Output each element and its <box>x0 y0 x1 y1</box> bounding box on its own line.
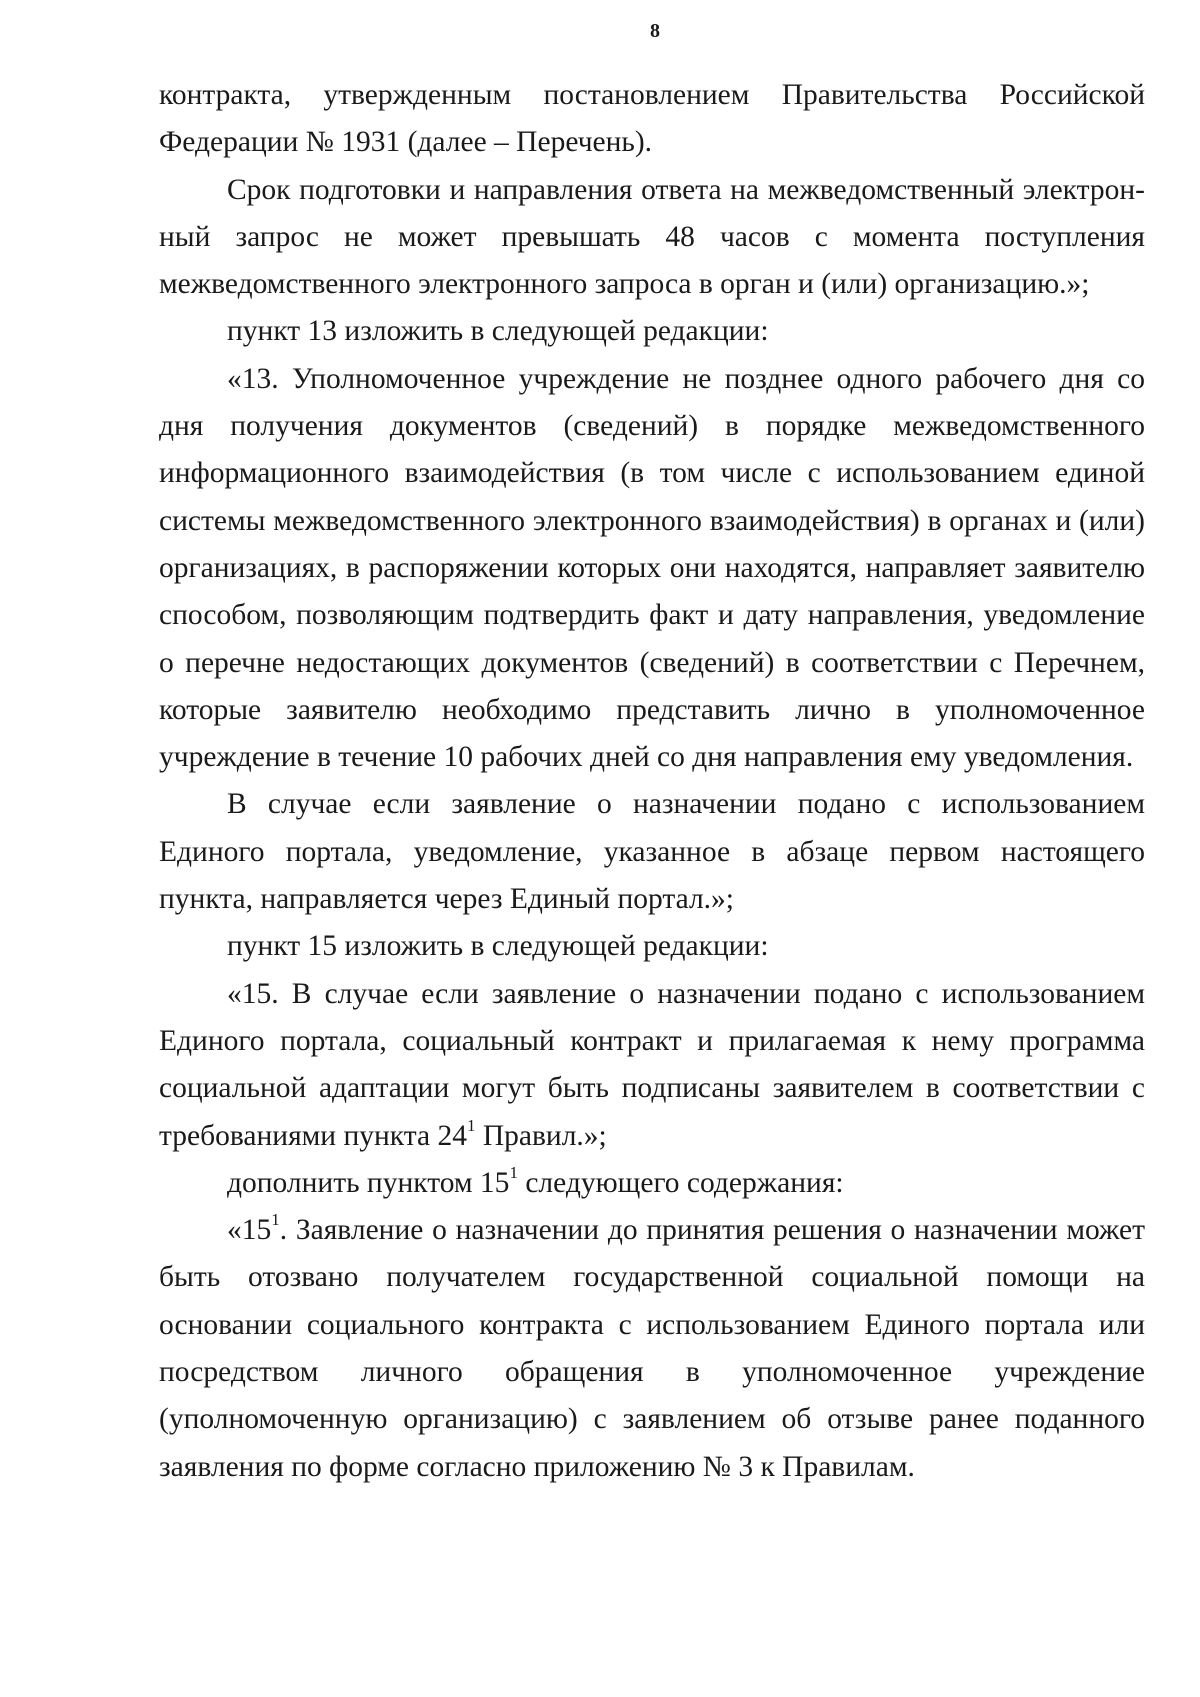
paragraph <box>159 971 1145 1160</box>
paragraph-text: . Заявление о назначении до принятия решения о назначении может быть отозвано получателем государственной социальной помощи на основании социального контракта с использованием Единого портала или посредством личного обращения в уполномоченное учреждение (уполномоченную организацию) с заявлением об отзыве ранее поданного заявления по форме согласно приложению № 3 к Правилам. <box>159 1214 1145 1483</box>
page-number: 8 <box>650 20 660 42</box>
paragraph: пункт 13 изложить в следующей редакции: <box>227 315 769 348</box>
paragraph-text: дополнить пунктом 15 <box>227 1166 510 1199</box>
paragraph <box>159 1160 1145 1207</box>
paragraph <box>159 1207 1145 1491</box>
paragraph-text: «15. В случае если заявление о назначении подано с использованием Единого портала, социальный контракт и прилагаемая к нему программа социальной адаптации могут быть подписаны заявителем в соответствии с требованиями пункта 24 <box>159 977 1145 1152</box>
paragraph: пункт 15 изложить в следующей редакции: <box>227 930 769 963</box>
paragraph: Срок подготовки и направления ответа на межведомственный электронный запрос не может превышать 48 часов с момента поступления межведомственного электронного запроса в орган и (или) организацию.»; <box>159 173 1145 301</box>
paragraph: контракта, утвержденным постановлением Правительства Российской Федерации № 1931 (далее – Перечень). <box>159 79 1145 159</box>
paragraph-text: следующего содержания: <box>517 1166 844 1199</box>
paragraph-text: «15 <box>227 1214 272 1247</box>
superscript: 1 <box>509 1163 518 1182</box>
superscript: 1 <box>271 1210 280 1230</box>
paragraph: «13. Уполномоченное учреждение не позднее одного рабочего дня со дня получения документов (сведений) в порядке межведомственного информационного взаимодействия (в том числе с использованием единой системы межведомственного электронного взаимодействия) в органах и (или) организациях, в распоряжении которых они находятся, направляет заявителю способом, позволяющим подтвердить факт и дату направления, уведомление о перечне недостающих документов (сведений) в соответствии с Перечнем, которые заявителю необходимо представить лично в уполномоченное учреждение в течение 10 рабочих дней со дня направления ему уведомления. <box>159 362 1145 774</box>
paragraph: В случае если заявление о назначении подано с использованием Единого портала, уведомление, указанное в абзаце первом настоящего пункта, направляется через Единый портал.»; <box>159 788 1145 916</box>
document-body <box>159 72 1145 1491</box>
paragraph-text: Правил.»; <box>475 1119 607 1152</box>
superscript: 1 <box>466 1115 476 1135</box>
